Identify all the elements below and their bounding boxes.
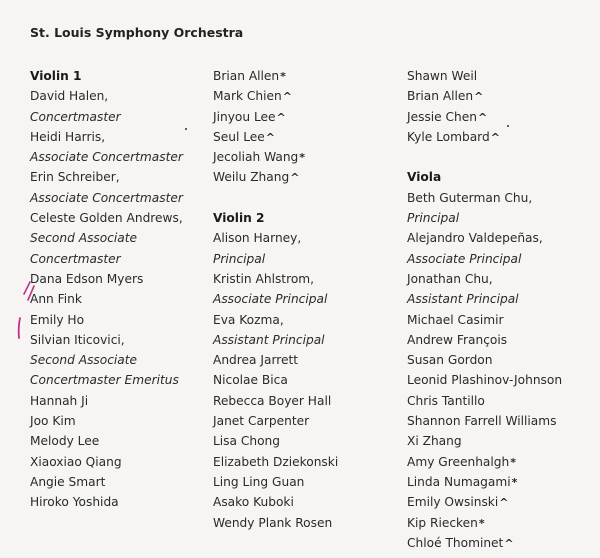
line-text: Concertmaster Emeritus: [30, 373, 179, 388]
member-name: [213, 86, 338, 106]
member-role: [407, 208, 562, 228]
member-footnote-mark: *: [510, 455, 517, 469]
line-text: Andrew François: [407, 332, 508, 347]
member-name: [407, 391, 562, 411]
section-heading: [30, 66, 183, 86]
member-name: [213, 370, 338, 390]
member-role: [30, 249, 183, 269]
line-text: Ann Fink: [30, 292, 82, 307]
line-text: Shannon Farrell Williams: [407, 414, 557, 429]
member-name: [407, 533, 562, 553]
member-name: [213, 66, 338, 86]
line-text: Silvian Iticovici,: [30, 332, 125, 347]
member-role: [213, 249, 338, 269]
member-name: [407, 513, 562, 533]
page-title: St. Louis Symphony Orchestra: [30, 25, 244, 40]
member-footnote-mark: *: [280, 70, 286, 83]
member-name: [213, 269, 338, 289]
line-text: Assistant Principal: [213, 332, 325, 347]
line-text: Leonid Plashinov-Johnson: [407, 373, 563, 388]
line-text: Heidi Harris,: [30, 129, 106, 144]
member-name: [407, 431, 562, 451]
line-text: Concertmaster: [30, 109, 121, 124]
line-text: Hannah Ji: [30, 393, 89, 408]
member-name: [30, 86, 183, 106]
line-text: Asako Kuboki: [213, 495, 294, 510]
member-name: [213, 472, 338, 492]
section-spacer: [407, 147, 562, 167]
print-speck: [507, 125, 509, 127]
member-name: [30, 208, 183, 228]
member-name: [407, 492, 562, 512]
line-text: Associate Concertmaster: [30, 150, 183, 165]
member-name: [30, 269, 183, 289]
member-role: [30, 147, 183, 167]
line-text: Alejandro Valdepeñas,: [407, 231, 543, 246]
member-name: [213, 411, 338, 431]
member-name: [213, 492, 338, 512]
section-spacer: [213, 188, 338, 208]
line-text: Angie Smart: [30, 474, 106, 489]
line-text: Ling Ling Guan: [213, 474, 305, 489]
line-text: Chris Tantillo: [407, 393, 485, 408]
line-text: Emily Ho: [30, 312, 85, 327]
member-name: [30, 310, 183, 330]
line-text: Lisa Chong: [213, 434, 281, 449]
line-text: Associate Principal: [407, 251, 522, 266]
member-role: [30, 350, 183, 370]
member-name: [30, 411, 183, 431]
line-text: Elizabeth Dziekonski: [213, 454, 339, 469]
line-text: Celeste Golden Andrews,: [30, 211, 183, 226]
line-text: Seul Lee: [213, 129, 265, 144]
section-heading: [213, 208, 338, 228]
line-text: Eva Kozma,: [213, 312, 284, 327]
member-name: [213, 391, 338, 411]
roster-column-3: [407, 66, 562, 553]
line-text: Jessie Chen: [407, 109, 478, 124]
member-name: [30, 492, 183, 512]
member-name: [213, 452, 338, 472]
member-name: [407, 228, 562, 248]
member-role: [30, 188, 183, 208]
member-name: [213, 513, 338, 533]
member-name: [213, 107, 338, 127]
line-text: Beth Guterman Chu,: [407, 190, 533, 205]
line-text: Second Associate: [30, 231, 138, 246]
member-footnote-mark: ^: [474, 90, 484, 104]
line-text: Xiaoxiao Qiang: [30, 454, 122, 469]
member-name: [213, 350, 338, 370]
line-text: Weilu Zhang: [213, 170, 290, 185]
member-role: [407, 249, 562, 269]
member-footnote-mark: ^: [478, 110, 488, 124]
member-name: [30, 127, 183, 147]
line-text: Xi Zhang: [407, 434, 462, 449]
member-name: [407, 66, 562, 86]
member-footnote-mark: ^: [499, 496, 509, 510]
line-text: Violin 2: [213, 211, 265, 226]
member-name: [213, 228, 338, 248]
line-text: Wendy Plank Rosen: [213, 515, 333, 530]
member-name: [407, 127, 562, 147]
member-name: [407, 350, 562, 370]
member-name: [30, 391, 183, 411]
member-name: [407, 330, 562, 350]
line-text: Shawn Weil: [407, 69, 478, 83]
member-name: [407, 472, 562, 492]
member-name: [213, 147, 338, 167]
member-footnote-mark: ^: [504, 536, 514, 550]
member-footnote-mark: ^: [282, 90, 292, 104]
section-heading: [407, 167, 562, 187]
line-text: Emily Owsinski: [407, 495, 499, 510]
line-text: Kip Riecken: [407, 515, 478, 530]
line-text: Nicolae Bica: [213, 373, 288, 388]
line-text: Dana Edson Myers: [30, 271, 144, 286]
line-text: Janet Carpenter: [213, 414, 310, 429]
line-text: Erin Schreiber,: [30, 170, 120, 185]
member-role: [30, 107, 183, 127]
member-role: [213, 289, 338, 309]
line-text: Joo Kim: [30, 414, 76, 429]
member-name: [30, 431, 183, 451]
member-name: [407, 107, 562, 127]
member-name: [407, 310, 562, 330]
line-text: Jecoliah Wang: [213, 150, 299, 165]
member-name: [30, 330, 183, 350]
member-name: [30, 167, 183, 187]
member-role: [30, 370, 183, 390]
member-name: [213, 167, 338, 187]
line-text: Susan Gordon: [407, 353, 493, 368]
line-text: Linda Numagami: [407, 474, 511, 489]
line-text: Viola: [407, 170, 442, 185]
line-text: Assistant Principal: [407, 292, 519, 307]
roster-column-2: [213, 66, 338, 533]
line-text: Andrea Jarrett: [213, 353, 299, 368]
line-text: Concertmaster: [30, 251, 121, 266]
line-text: Kristin Ahlstrom,: [213, 271, 315, 286]
member-name: [30, 472, 183, 492]
line-text: Kyle Lombard: [407, 129, 490, 144]
member-footnote-mark: *: [511, 475, 518, 489]
member-role: [407, 289, 562, 309]
member-footnote-mark: ^: [290, 171, 300, 185]
line-text: Second Associate: [30, 353, 138, 368]
line-text: Principal: [213, 251, 266, 266]
line-text: Jonathan Chu,: [407, 271, 493, 286]
member-name: [407, 370, 562, 390]
member-name: [213, 127, 338, 147]
pen-mark-scribble: [10, 280, 50, 350]
member-name: [213, 431, 338, 451]
line-text: Associate Concertmaster: [30, 190, 183, 205]
member-name: [213, 310, 338, 330]
line-text: Chloé Thominet: [407, 535, 504, 550]
line-text: Mark Chien: [213, 89, 282, 104]
line-text: Brian Allen: [407, 89, 474, 104]
roster-column-1: [30, 66, 183, 513]
print-speck: [185, 128, 187, 130]
line-text: Rebecca Boyer Hall: [213, 393, 332, 408]
member-name: [407, 452, 562, 472]
line-text: Melody Lee: [30, 434, 100, 449]
member-name: [30, 289, 183, 309]
member-footnote-mark: ^: [265, 130, 276, 144]
line-text: Hiroko Yoshida: [30, 495, 119, 510]
line-text: Brian Allen: [213, 69, 280, 83]
line-text: David Halen,: [30, 89, 109, 104]
member-role: [30, 228, 183, 248]
line-text: Jinyou Lee: [213, 109, 276, 124]
line-text: Associate Principal: [213, 292, 328, 307]
member-footnote-mark: ^: [490, 130, 500, 144]
member-footnote-mark: ^: [276, 110, 286, 124]
line-text: Principal: [407, 211, 460, 226]
member-name: [30, 452, 183, 472]
member-name: [407, 411, 562, 431]
member-footnote-mark: *: [299, 151, 306, 165]
line-text: Michael Casimir: [407, 312, 504, 327]
line-text: Violin 1: [30, 69, 82, 83]
line-text: Amy Greenhalgh: [407, 454, 510, 469]
member-role: [213, 330, 338, 350]
member-footnote-mark: *: [478, 516, 485, 530]
line-text: Alison Harney,: [213, 231, 302, 246]
member-name: [407, 188, 562, 208]
member-name: [407, 269, 562, 289]
member-name: [407, 86, 562, 106]
